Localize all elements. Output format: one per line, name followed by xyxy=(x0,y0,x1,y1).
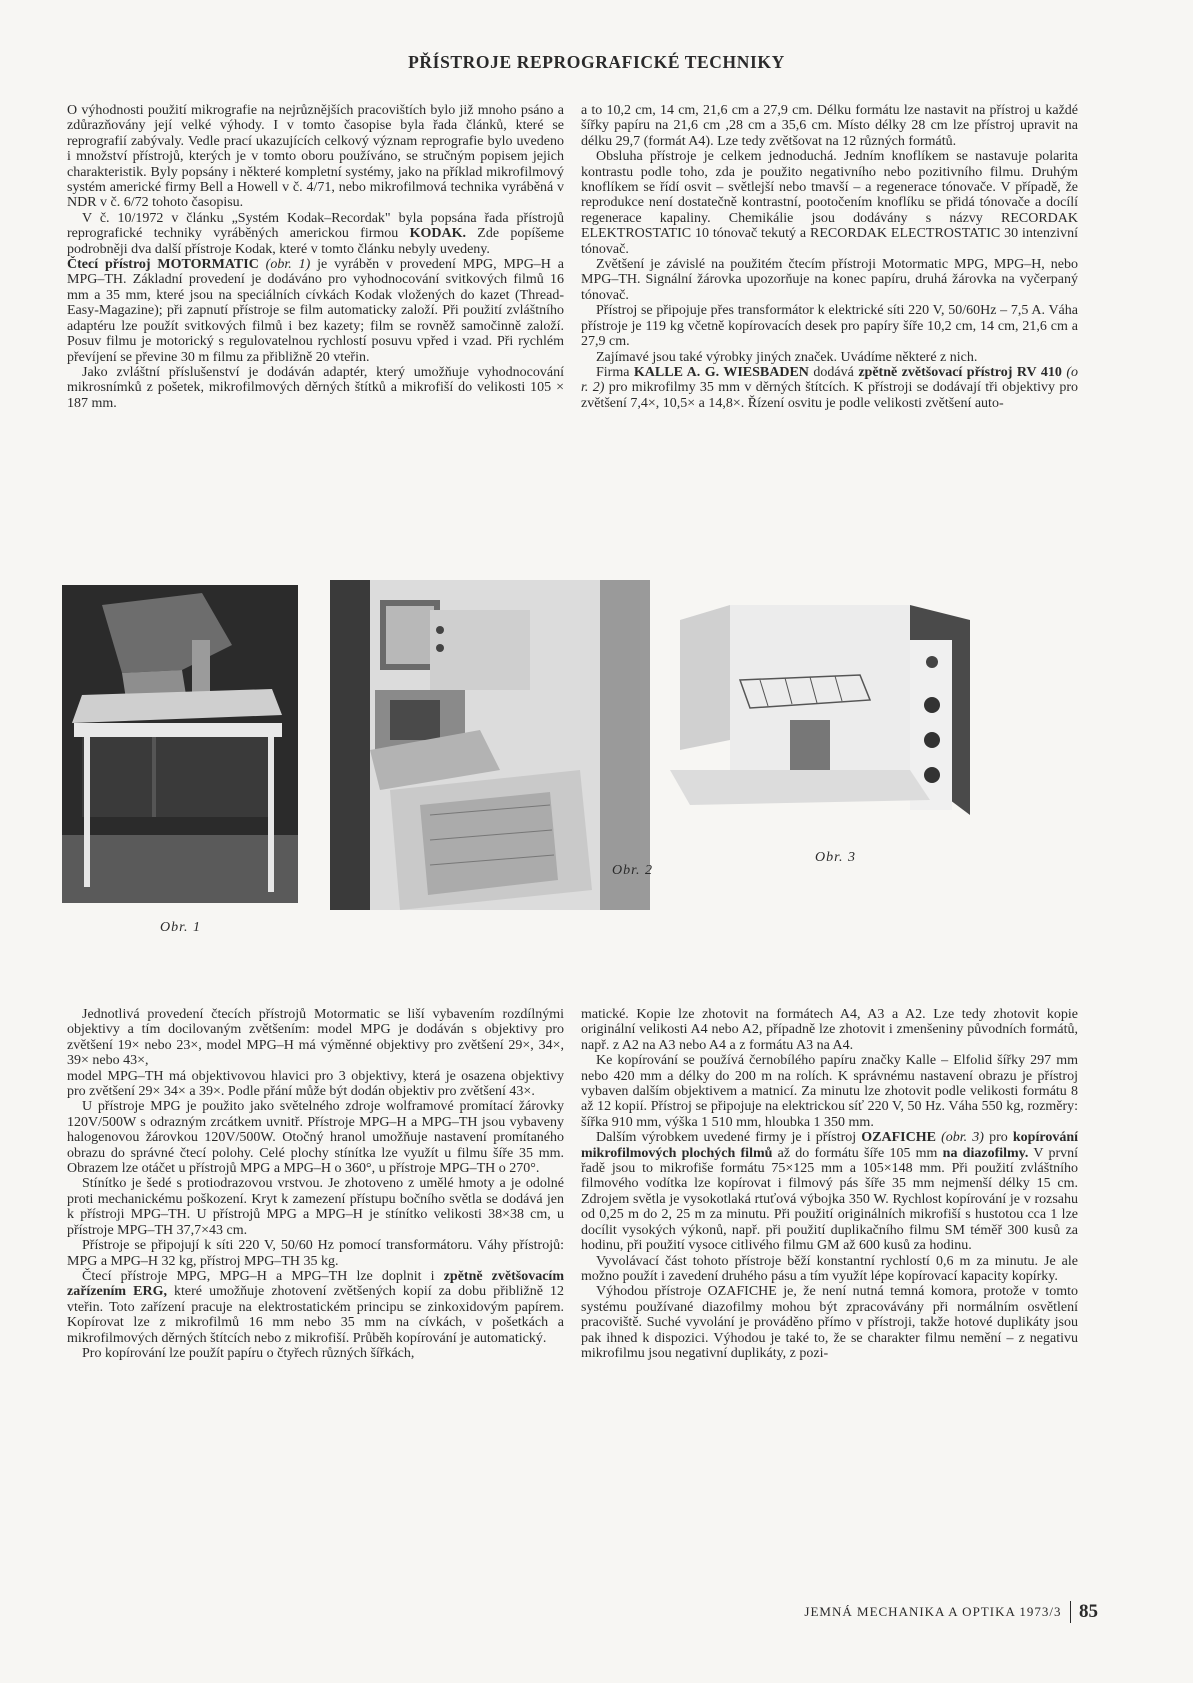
column-top-left xyxy=(67,103,564,411)
paragraph: Přístroje se připojují k síti 220 V, 50/60 Hz pomocí transformátoru. Váhy přístrojů: MPG a MPG–H 32 kg, přístroj MPG–TH 35 kg. xyxy=(67,1238,564,1269)
paragraph: Stínítko je šedé s protiodrazovou vrstvou. Je zhotoveno z umělé hmoty a je odolné proti mechanickému poškození. Kryt k zamezení přístupu bočního světla se dodává jen k přístroji MPG–TH. U přístrojů MPG a MPG–H je stínítko velikosti 38×38 cm, u přístroje MPG–TH 37,7×43 cm. xyxy=(67,1176,564,1238)
footer-divider xyxy=(1070,1601,1072,1623)
paragraph: Obsluha přístroje je celkem jednoduchá. Jedním knoflíkem se nastavuje polarita kontrastu podle toho, zda je použito negativního nebo pozitivního filmu. Druhým knoflíkem se řídí osvit – světlejší nebo tmavší – a regenerace tónovače. V případě, že reprodukce není dostatečně kontrastní, pootočením knoflíku se přidá tónovače a docílí regenerace kapaliny. Chemikálie jsou dodávány s názvy RECORDAK ELEKTROSTATIC 10 tónovač tekutý a RECORDAK ELECTROSTATIC 30 intenzivní tónovač. xyxy=(581,149,1078,257)
paragraph: a to 10,2 cm, 14 cm, 21,6 cm a 27,9 cm. Délku formátu lze nastavit na přístroj u každé šířky papíru na 21,6 cm ,28 cm a 35,6 cm. Místo délky 28 cm lze přístroj upravit na délku 29,7 (formát A4). Lze tedy zvětšovat na 12 různých formátů. xyxy=(581,103,1078,149)
page-number: 85 xyxy=(1079,1601,1098,1622)
paragraph: Zajímavé jsou také výrobky jiných značek. Uvádíme některé z nich. xyxy=(596,349,978,365)
paragraph: Ke kopírování se používá černobílého papíru značky Kalle – Elfolid šířky 297 mm nebo 420 mm a délky do 200 m na rolích. K správnému nastavení obrazu je přístroj vybaven dalším objektivem a matnicí. Za minutu lze zhotovit podle velikosti formátu 8 až 12 kopií. Přístroj se připojuje na elektrickou síť 220 V, 50 Hz. Váha 550 kg, rozměry: šířka 910 mm, výška 1 510 mm, hloubka 1 350 mm. xyxy=(581,1053,1078,1130)
paragraph: Čtecí přístroje MPG, MPG–H a MPG–TH lze doplnit i zpětně zvětšovacím zařízením ERG, které umožňuje zhotovení zvětšených kopií za dobu přibližně 12 vteřin. Toto zařízení pracuje na elektrostatickém principu se zinkoxidovým papírem. Kopírovat lze z mikrofilmů 16 mm nebo 35 mm na cívkách, v pošetkách a mikrofilmových děrných štítcích nebo z mikrofiší. Průběh kopírování je automatický. xyxy=(67,1268,565,1346)
paragraph: U přístroje MPG je použito jako světelného zdroje wolframové promítací žárovky 120V/500W s odrazným zrcátkem uvnitř. Přístroje MPG–H a MPG–TH jsou vybaveny halogenovou žárovkou 120V/500W. Otočný hranol umožňuje nastavení promítaného obrazu do správné čtecí polohy. Celé plochy stínítka lze využít u filmu šíře 35 mm. Obrazem lze otáčet u přístrojů MPG a MPG–H o 360°, u přístroje MPG–TH o 270°. xyxy=(67,1099,564,1177)
paragraph: Čtecí přístroj MOTORMATIC (obr. 1) je vyráběn v provedení MPG, MPG–H a MPG–TH. Základní provedení je dodáváno pro vyhodnocování svitkových filmů 16 mm a 35 mm, které jsou na speciálních cívkách Kodak vložených do kazet (Thread-Easy-Magazine); při zapnutí přístroje se film automaticky založí. Při použití zvláštního adaptéru lze použít svitkových filmů i bez kazety; film se rovněž samočinně založí. Posuv filmu je motorický s regulovatelnou rychlostí posuvu vpřed i vzad. Při rychlém převíjení se převine 30 m filmu za přibližně 20 vteřin. xyxy=(67,257,564,365)
caption-fig-2: Obr. 2 xyxy=(612,863,654,878)
figure-3-photo xyxy=(670,600,1015,830)
paragraph: Vyvolávací část tohoto přístroje běží konstantní rychlostí 0,6 m za minutu. Je ale možno použít i zavedení druhého pásu a tím využít lépe kopírovací kapacity kopírky. xyxy=(581,1253,1078,1284)
column-top-right xyxy=(581,103,1078,411)
paragraph: matické. Kopie lze zhotovit na formátech A4, A3 a A2. Lze tedy zhotovit kopie originální velikosti A4 nebo A2, případně lze zhotovit i zmenšeniny původních formátů, např. z A2 na A3 nebo A4 a z formátu A3 na A4. xyxy=(581,1007,1078,1053)
paragraph: Dalším výrobkem uvedené firmy je i přístroj OZAFICHE (obr. 3) pro kopírování mikrofilmových plochých filmů až do formátu šíře 105 mm na diazofilmy. V první řadě jsou to mikrofiše formátu 75×125 mm a 105×148 mm. Při použití zvláštního filmového vodítka lze kopírovat i filmový pás šíře 35 mm nejmenší délky 15 cm. Zdrojem světla je vysokotlaká rtuťová výbojka 350 W. Rychlost kopírování je v rozsahu od 0,25 m do 2, 25 m za minutu. Při použití originálních mikrofiší s hustotou cca 1 lze docílit vysokých výkonů, např. při použití duplikačního filmu SM téměř 300 kusů za hodinu, při použití vysoce citlivého filmu GM až 600 kusů za hodinu. xyxy=(581,1130,1078,1254)
paragraph: Přístroj se připojuje přes transformátor k elektrické síti 220 V, 50/60Hz – 7,5 A. Váha přístroje je 119 kg včetně kopírovacích desek pro papíry šíře 10,2 cm, 14 cm, 21,6 cm a 27,9 cm. xyxy=(581,303,1078,350)
column-bottom-right xyxy=(581,1007,1078,1361)
page-footer xyxy=(804,1601,1098,1623)
figure-1-photo xyxy=(62,585,298,903)
column-bottom-left xyxy=(67,1007,564,1361)
page-title: PŘÍSTROJE REPROGRAFICKÉ TECHNIKY xyxy=(408,52,785,72)
paragraph: Zvětšení je závislé na použitém čtecím přístroji Motormatic MPG, MPG–H, nebo MPG–TH. Signální žárovka upozorňuje na konec papíru, druhá žárovka na vyčerpaný tónovač. xyxy=(581,257,1078,303)
figure-2-photo xyxy=(330,580,650,910)
paragraph: model MPG–TH má objektivovou hlavici pro 3 objektivy, která je osazena objektivy pro zvětšení 29× 34× a 39×. Podle přání může být dodán objektiv pro zvětšení 43×. xyxy=(67,1068,564,1100)
caption-fig-3: Obr. 3 xyxy=(815,850,857,865)
paragraph: Výhodou přístroje OZAFICHE je, že není nutná temná komora, protože v tomto systému používané diazofilmy mohou být zpracovávány při normálním osvětlení pracoviště. Suché vyvolání je prováděno přímo v přístroji, takže hotové duplikáty jsou pak ihned k dispozici. Výhodou je také to, že se charakter filmu nemění – z negativu mikrofilmu jsou negativní duplikáty, z pozi- xyxy=(581,1284,1078,1361)
caption-fig-1: Obr. 1 xyxy=(160,920,202,935)
journal-name: JEMNÁ MECHANIKA A OPTIKA 1973/3 xyxy=(804,1604,1062,1619)
paragraph: Jako zvláštní příslušenství je dodáván adaptér, který umožňuje vyhodnocování mikrosnímků z pošetek, mikrofilmových děrných štítků a mikrofiší do velikosti 105 × 187 mm. xyxy=(67,364,564,411)
paragraph: O výhodnosti použití mikrografie na nejrůznějších pracovištích bylo již mnoho psáno a zdůrazňovány její velké výhody. I v tomto časopise byla řada článků, které se reprografií zabývaly. Vedle prací ukazujících celkový význam reprografie bylo uvedeno i množství přístrojů, kterých je v tomto oboru používáno, se stručným popisem jejich charakteristik. Byly popsány i některé kompletní systémy, jako na příklad mikrofilmový systém americké firmy Bell a Howell v č. 4/71, nebo mikrofilmová technika vyráběná v NDR v č. 6/72 tohoto časopisu. xyxy=(67,103,564,211)
paragraph: Pro kopírování lze použít papíru o čtyřech různých šířkách, xyxy=(82,1345,415,1361)
paragraph: Jednotlivá provedení čtecích přístrojů Motormatic se liší vybavením rozdílnými objektivy a tím docilovaným zvětšením: model MPG je dodáván s objektivy pro zvětšení 19× nebo 23×, model MPG–H má výměnné objektivy pro zvětšení 29×, 34×, 39× nebo 43×, xyxy=(67,1007,564,1069)
paragraph: V č. 10/1972 v článku „Systém Kodak–Recordak" byla popsána řada přístrojů reprografické techniky vyráběných americkou firmou KODAK. Zde popíšeme podrobněji dva další přístroje Kodak, které v tomto článku nebyly uvedeny. xyxy=(67,210,565,257)
paragraph: Firma KALLE A. G. WIESBADEN dodává zpětně zvětšovací přístroj RV 410 (o r. 2) pro mikrofilmy 35 mm v děrných štítcích. K přístroji se dodávají tři objektivy pro zvětšení 7,4×, 10,5× a 14,8×. Řízení osvitu je podle velikosti zvětšení auto- xyxy=(581,364,1078,411)
